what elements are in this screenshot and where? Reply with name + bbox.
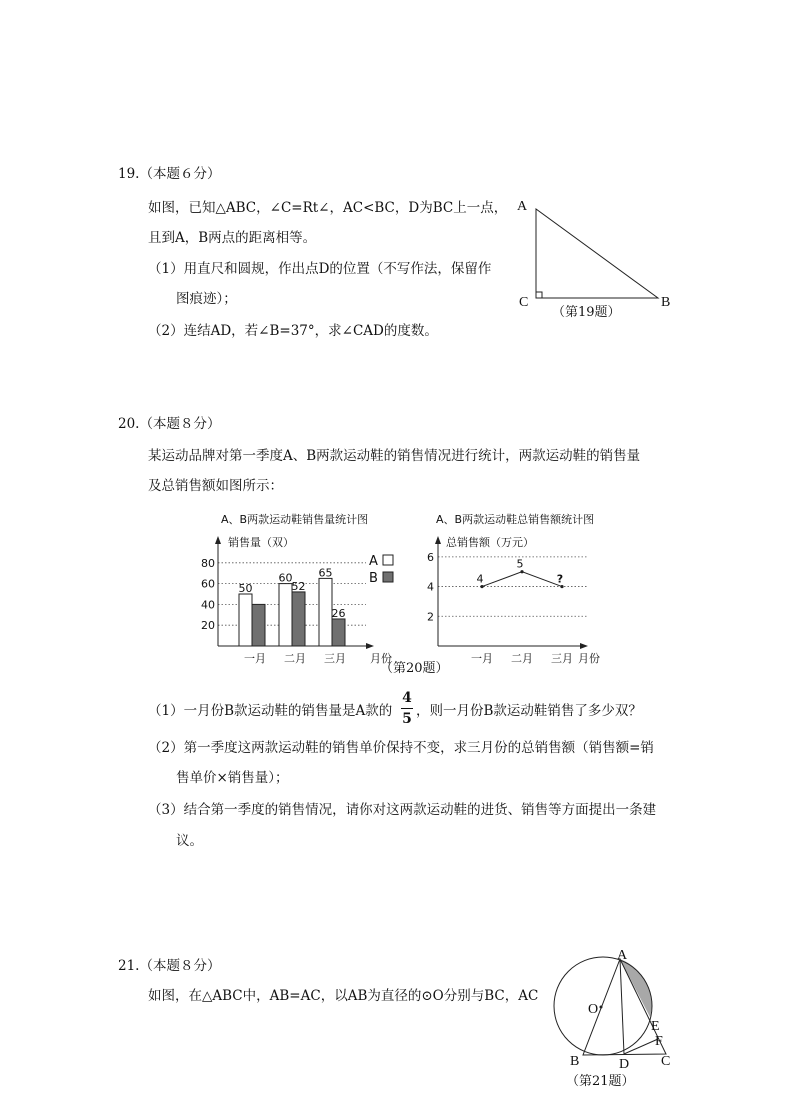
q19-part1-a: （1）用直尺和圆规，作出点D的位置（不写作法，保留作 — [148, 261, 492, 277]
bar-x-tick: 二月 — [284, 652, 306, 665]
bar-y-tick: 60 — [201, 577, 215, 591]
line-x-tick: 一月 — [471, 652, 493, 665]
q21-label-d: D — [619, 1057, 630, 1072]
q21-header: 21.（本题８分） — [118, 958, 221, 974]
q20-part1-b: ，则一月份B款运动鞋销售了多少双？ — [416, 703, 642, 719]
legend-a-label: A — [369, 554, 378, 569]
bar-value-label: 50 — [238, 582, 253, 595]
q20-header: 20.（本题８分） — [118, 416, 221, 432]
line-series — [482, 572, 562, 587]
q20-part2-b: 售单价×销售量）； — [176, 770, 289, 786]
q21-label-b: B — [570, 1054, 580, 1069]
q19-part1-b: 图痕迹）； — [176, 291, 237, 307]
q20-part3-b: 议。 — [176, 833, 203, 849]
line-y-label: 总销售额（万元） — [446, 536, 534, 549]
line-point-label: ? — [556, 572, 564, 586]
segment-df — [624, 1039, 658, 1054]
bar-x-axis-arrow — [366, 643, 374, 649]
q19-part2: （2）连结AD，若∠B=37°，求∠CAD的度数。 — [148, 323, 438, 339]
q19-line1: 如图，已知△ABC，∠C=Rt∠，AC<BC，D为BC上一点， — [148, 200, 508, 216]
q20-intro-line2: 及总销售额如图所示： — [148, 478, 283, 494]
bar-chart — [190, 528, 410, 668]
q21-label-f: F — [655, 1034, 663, 1049]
line-point-label: 5 — [516, 557, 524, 571]
bar-b-1 — [252, 604, 265, 646]
segment-ad — [620, 959, 624, 1054]
center-point-o — [600, 1006, 603, 1009]
bar-x-tick: 三月 — [324, 652, 346, 665]
q21-label-a: A — [617, 948, 628, 963]
fraction-bar — [401, 708, 413, 709]
line-chart-title: A、B两款运动鞋总销售额统计图 — [436, 513, 595, 526]
q19-figure — [510, 195, 670, 315]
bar-value-label: 52 — [291, 579, 306, 593]
bar-x-label: 月份 — [370, 652, 392, 665]
q19-header: 19.（本题６分） — [118, 166, 221, 182]
bar-b-2 — [292, 592, 305, 646]
legend-b-swatch — [383, 572, 393, 582]
bar-chart-title: A、B两款运动鞋销售量统计图 — [221, 513, 369, 526]
q21-label-c: C — [661, 1054, 671, 1069]
q21-caption: （第21题） — [566, 1074, 635, 1089]
fraction-numerator: 4 — [402, 690, 412, 706]
q19-label-c: C — [519, 295, 529, 310]
q20-part3-a: （3）结合第一季度的销售情况，请你对这两款运动鞋的进货、销售等方面提出一条建 — [148, 802, 657, 818]
line-x-tick: 二月 — [511, 652, 533, 665]
bar-value-label: 65 — [318, 566, 333, 580]
q21-line1: 如图，在△ABC中，AB=AC，以AB为直径的⊙O分别与BC，AC — [148, 988, 539, 1004]
bar-a-3 — [319, 578, 332, 646]
legend-a-swatch — [383, 555, 393, 565]
bar-value-label: 26 — [331, 606, 346, 620]
line-x-axis-arrow — [580, 643, 588, 649]
q19-label-a: A — [517, 199, 528, 214]
q20-caption: （第20题） — [380, 661, 449, 676]
fraction-denominator: 5 — [402, 711, 412, 727]
q20-part1-a: （1）一月份B款运动鞋的销售量是A款的 — [148, 703, 393, 719]
legend-b-label: B — [369, 571, 378, 586]
line-chart — [416, 528, 606, 668]
line-y-tick: 6 — [427, 550, 434, 564]
bar-value-label: 60 — [278, 571, 293, 585]
bar-y-tick: 40 — [201, 598, 215, 612]
triangle-abc — [536, 209, 658, 298]
q20-part2-a: （2）第一季度这两款运动鞋的销售单价保持不变，求三月份的总销售额（销售额=销 — [148, 740, 654, 756]
right-angle-mark — [536, 292, 542, 298]
line-x-label: 月份 — [578, 652, 600, 665]
q21-figure — [548, 950, 678, 1070]
circle-o — [554, 957, 652, 1055]
q21-label-e: E — [651, 1019, 660, 1034]
line-x-tick: 三月 — [551, 652, 573, 665]
bar-y-tick: 80 — [201, 556, 215, 570]
q19-label-b: B — [661, 295, 671, 310]
bar-a-1 — [239, 594, 252, 646]
q19-caption: （第19题） — [552, 305, 621, 320]
bar-y-tick: 20 — [201, 619, 215, 633]
line-y-tick: 4 — [427, 580, 434, 594]
bar-y-label: 销售量（双） — [228, 536, 294, 549]
line-point-label: 4 — [476, 572, 484, 586]
bar-x-tick: 一月 — [244, 652, 266, 665]
q19-line2: 且到A，B两点的距离相等。 — [148, 230, 317, 246]
line-y-tick: 2 — [427, 610, 434, 624]
q21-label-o: O — [588, 1002, 599, 1017]
bar-a-2 — [279, 584, 292, 646]
line-y-axis-arrow — [435, 536, 441, 544]
bar-y-axis-arrow — [215, 536, 221, 544]
q20-intro-line1: 某运动品牌对第一季度A、B两款运动鞋的销售情况进行统计，两款运动鞋的销售量 — [148, 448, 641, 464]
bar-b-3 — [332, 619, 345, 646]
